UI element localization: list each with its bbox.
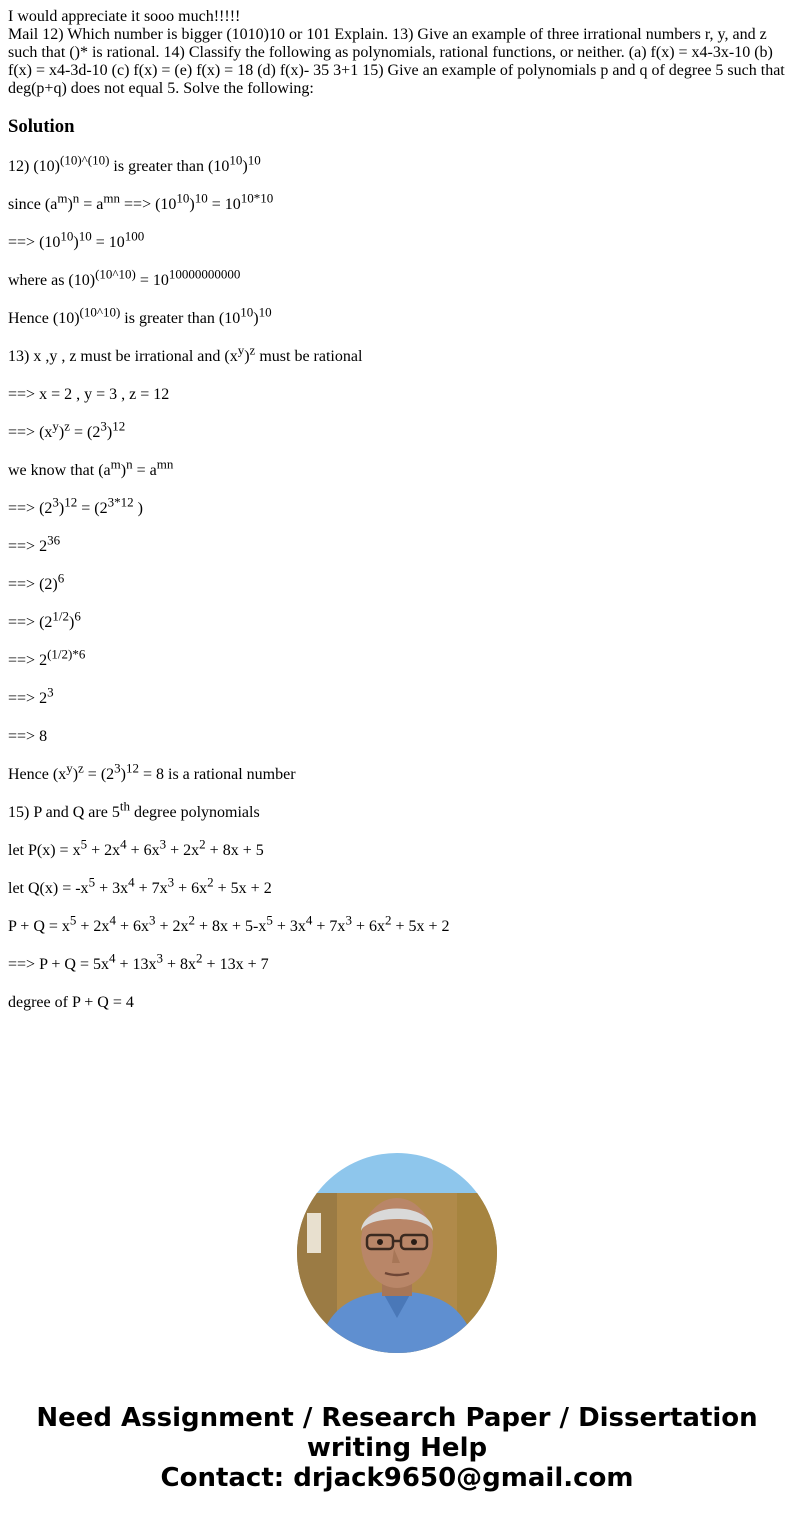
exponent: 3: [52, 494, 59, 510]
promo-line-2: writing Help: [306, 1433, 488, 1463]
line-text: ==> 2: [8, 690, 48, 707]
line-text: + 5x + 2: [391, 918, 450, 935]
line-text: Hence (x: [8, 766, 67, 783]
line-text: + 3x: [95, 880, 129, 897]
line-text: ==> (2: [8, 500, 53, 517]
question-intro: I would appreciate it sooo much!!!!!: [8, 8, 241, 25]
line-text: ): [67, 196, 73, 213]
exponent: m: [57, 190, 68, 206]
line-text: is greater than (10: [120, 310, 241, 327]
exponent: (1/2)*6: [47, 646, 86, 662]
solution-line: [8, 912, 786, 938]
exponent: 4: [120, 836, 127, 852]
exponent: 12: [112, 418, 126, 434]
solution-body: [8, 152, 786, 1014]
line-text: must be rational: [255, 348, 363, 365]
solution-line: [8, 684, 786, 710]
solution-line: [8, 456, 786, 482]
exponent: 5: [266, 912, 273, 928]
exponent: 1/2: [52, 608, 70, 624]
exponent: 4: [108, 950, 116, 966]
line-text: = 8 is a rational number: [138, 766, 296, 783]
solution-line: [8, 608, 786, 634]
line-text: ): [242, 158, 248, 175]
line-text: we know that (a: [8, 462, 111, 479]
exponent: 3: [100, 418, 107, 434]
solution-line: [8, 570, 786, 596]
exponent: 12: [64, 494, 78, 510]
line-text: ): [120, 462, 127, 479]
solution-line: [8, 836, 786, 862]
line-text: + 6x: [115, 918, 149, 935]
line-text: let Q(x) = -x: [8, 880, 89, 897]
solution-line: [8, 950, 786, 976]
exponent: 10000000000: [168, 266, 241, 282]
exponent: (10^10): [79, 304, 121, 320]
exponent: 6: [57, 570, 65, 586]
question-body: Mail 12) Which number is bigger (1010)10 or 101 Explain. 13) Give an example of three irrational numbers r, y, and z such that ()* is rational. 14) Classify the following as polynomials, rational functions, or neither. (a) f(x) = x4-3x-10 (b) f(x) = x4-3d-10 (c) f(x) = (e) f(x) = 18 (d) f(x)- 35 3+1 15) Give an example of polynomials p and q of degree 5 such that deg(p+q) does not equal 5. Solve the following:: [8, 26, 785, 97]
line-text: = a: [132, 462, 157, 479]
line-text: ): [58, 500, 65, 517]
exponent: z: [64, 418, 71, 434]
exponent: 2: [188, 912, 195, 928]
line-text: is greater than (10: [109, 158, 230, 175]
line-text: P + Q = x: [8, 918, 70, 935]
exponent: 10*10: [240, 190, 274, 206]
line-text: ==> (10: [8, 234, 61, 251]
solution-line: [8, 228, 786, 254]
exponent: 4: [109, 912, 116, 928]
line-text: + 6x: [351, 918, 385, 935]
exponent: 3: [114, 760, 121, 776]
exponent: 3: [345, 912, 352, 928]
line-text: ==> (2: [8, 614, 53, 631]
exponent: z: [249, 342, 256, 358]
line-text: = 10: [207, 196, 241, 213]
exponent: y: [52, 418, 59, 434]
exponent: 3: [159, 836, 167, 852]
line-text: = 10: [91, 234, 125, 251]
exponent: 12: [125, 760, 139, 776]
line-text: + 2x: [87, 842, 121, 859]
line-text: + 8x: [163, 956, 197, 973]
solution-line: [8, 494, 786, 520]
solution-line: [8, 760, 786, 786]
promo-banner: [0, 1403, 794, 1493]
line-text: ==> (2): [8, 576, 58, 593]
solution-line: [8, 798, 786, 824]
solution-heading: Solution: [8, 116, 75, 137]
question-text: [8, 8, 786, 98]
exponent: 5: [69, 912, 77, 928]
exponent: 10: [240, 304, 254, 320]
exponent: 10: [78, 228, 92, 244]
solution-line: [8, 532, 786, 558]
line-text: Hence (10): [8, 310, 80, 327]
exponent: 100: [124, 228, 145, 244]
line-text: + 13x: [115, 956, 157, 973]
exponent: n: [126, 456, 133, 472]
line-text: ): [106, 424, 113, 441]
exponent: 2: [199, 836, 206, 852]
exponent: 5: [88, 874, 96, 890]
exponent: 3*12: [107, 494, 134, 510]
promo-line-1: Need Assignment / Research Paper / Dissertation: [36, 1403, 758, 1433]
line-text: ): [253, 310, 259, 327]
exponent: th: [119, 798, 130, 814]
line-text: ): [73, 234, 79, 251]
exponent: 4: [128, 874, 135, 890]
exponent: 6: [74, 608, 81, 624]
line-text: degree of P + Q = 4: [8, 994, 134, 1011]
exponent: z: [78, 760, 84, 776]
exponent: 36: [47, 532, 61, 548]
exponent: 10: [258, 304, 272, 320]
line-text: degree polynomials: [129, 804, 260, 821]
exponent: 10: [60, 228, 74, 244]
solution-line: [8, 418, 786, 444]
exponent: (10)^(10): [59, 152, 110, 168]
exponent: 3: [167, 874, 175, 890]
line-text: 12) (10): [8, 158, 60, 175]
solution-line: [8, 190, 786, 216]
exponent: 3: [47, 684, 54, 700]
exponent: 3: [156, 950, 164, 966]
line-text: + 2x: [76, 918, 110, 935]
line-text: ==> (x: [8, 424, 53, 441]
exponent: 10: [194, 190, 208, 206]
line-text: + 7x: [312, 918, 346, 935]
exponent: mn: [103, 190, 121, 206]
exponent: y: [237, 342, 245, 358]
line-text: ==> P + Q = 5x: [8, 956, 109, 973]
solution-line: [8, 874, 786, 900]
tutor-avatar: [297, 1153, 497, 1353]
exponent: 2: [384, 912, 392, 928]
line-text: + 8x + 5: [205, 842, 264, 859]
line-text: + 6x: [126, 842, 160, 859]
exponent: 10: [176, 190, 190, 206]
line-text: + 2x: [166, 842, 200, 859]
line-text: 13) x ,y , z must be irrational and (x: [8, 348, 238, 365]
line-text: = (2: [83, 766, 115, 783]
line-text: + 8x + 5-x: [195, 918, 267, 935]
line-text: since (a: [8, 196, 58, 213]
line-text: + 13x + 7: [202, 956, 269, 973]
line-text: ): [69, 614, 75, 631]
line-text: ==> 2: [8, 538, 48, 555]
line-text: ): [72, 766, 79, 783]
line-text: ==> x = 2 , y = 3 , z = 12: [8, 386, 170, 403]
exponent: 2: [196, 950, 203, 966]
line-text: = (2: [77, 500, 108, 517]
tutor-portrait-icon: [297, 1153, 497, 1353]
line-text: where as (10): [8, 272, 96, 289]
solution-line: [8, 304, 786, 330]
exponent: n: [72, 190, 80, 206]
promo-contact: Contact: drjack9650@gmail.com: [160, 1463, 634, 1493]
line-text: ): [133, 500, 143, 517]
line-text: = a: [79, 196, 104, 213]
solution-line: [8, 726, 786, 748]
exponent: y: [66, 760, 73, 776]
line-text: ): [244, 348, 250, 365]
exponent: 5: [80, 836, 88, 852]
solution-line: [8, 992, 786, 1014]
exponent: m: [110, 456, 121, 472]
line-text: + 6x: [174, 880, 208, 897]
solution-line: [8, 384, 786, 406]
solution-line: [8, 152, 786, 178]
line-text: ): [120, 766, 126, 783]
line-text: + 5x + 2: [213, 880, 272, 897]
line-text: + 2x: [155, 918, 189, 935]
exponent: 3: [148, 912, 156, 928]
line-text: ): [58, 424, 65, 441]
line-text: + 7x: [134, 880, 168, 897]
exponent: 10: [247, 152, 261, 168]
line-text: ==> 2: [8, 652, 48, 669]
line-text: ): [189, 196, 195, 213]
line-text: = (2: [70, 424, 101, 441]
exponent: 10: [229, 152, 243, 168]
line-text: = 10: [135, 272, 169, 289]
solution-line: [8, 646, 786, 672]
exponent: mn: [156, 456, 174, 472]
line-text: + 3x: [272, 918, 306, 935]
line-text: 15) P and Q are 5: [8, 804, 120, 821]
exponent: 2: [207, 874, 214, 890]
exponent: (10^10): [95, 266, 136, 282]
solution-line: [8, 342, 786, 368]
line-text: ==> (10: [120, 196, 177, 213]
solution-line: [8, 266, 786, 292]
exponent: 4: [305, 912, 313, 928]
line-text: ==> 8: [8, 728, 48, 745]
line-text: let P(x) = x: [8, 842, 81, 859]
